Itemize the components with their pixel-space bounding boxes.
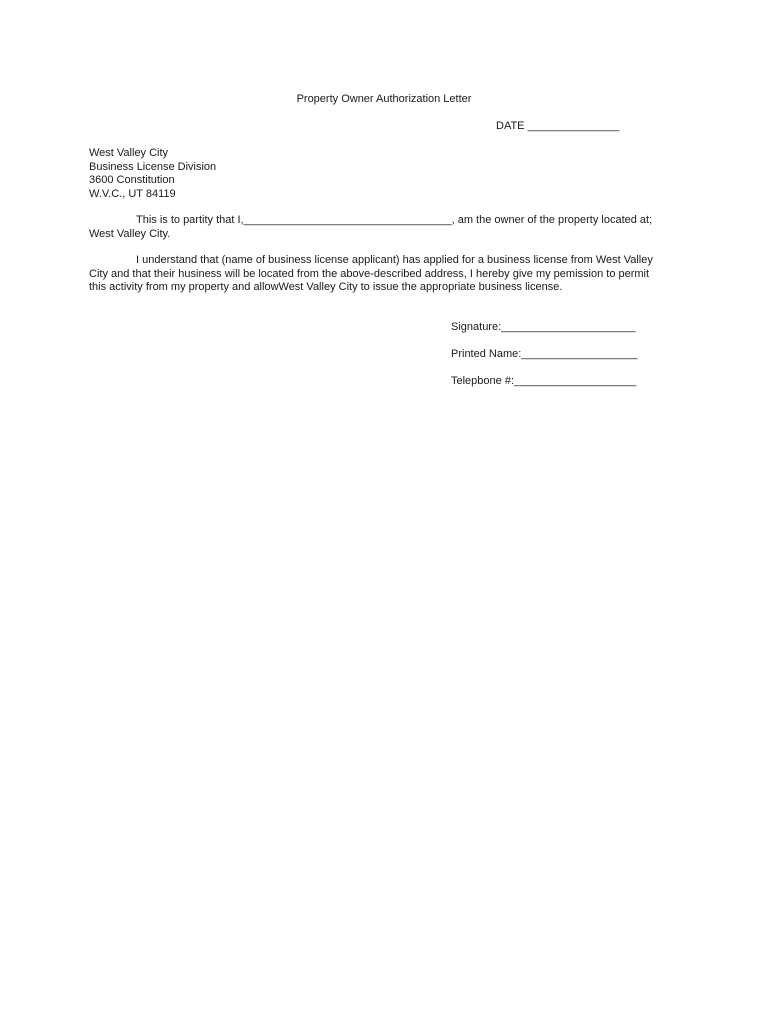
address-line-zip: W.V.C., UT 84119 [89, 187, 176, 200]
address-line-division: Business License Division [89, 160, 217, 173]
date-field: DATE _______________ [496, 120, 620, 132]
certification-paragraph [89, 214, 683, 241]
recipient-address [89, 147, 216, 201]
permission-line-2: City and that their husiness will be located from the above-described address, I hereby give my pemission to permit [89, 267, 650, 280]
document-title: Property Owner Authorization Letter [296, 93, 472, 105]
permission-paragraph [89, 254, 683, 295]
signature-field: Signature:______________________ [451, 321, 636, 333]
address-line-street: 3600 Constitution [89, 174, 175, 186]
certification-line-2: West Valley City. [89, 227, 171, 240]
printed-name-field: Printed Name:___________________ [451, 348, 638, 360]
permission-line-3: this activity from my property and allowWest Valley City to issue the appropriate business license. [89, 281, 563, 293]
telephone-field: Telepbone #:____________________ [451, 375, 637, 387]
certification-line-1: This is to partity that I,__________________________________, am the owner of the property located at; [136, 214, 653, 226]
permission-line-1: I understand that (name of business license applicant) has applied for a business license from West Valley [136, 254, 653, 266]
address-line-city: West Valley City [89, 147, 169, 159]
